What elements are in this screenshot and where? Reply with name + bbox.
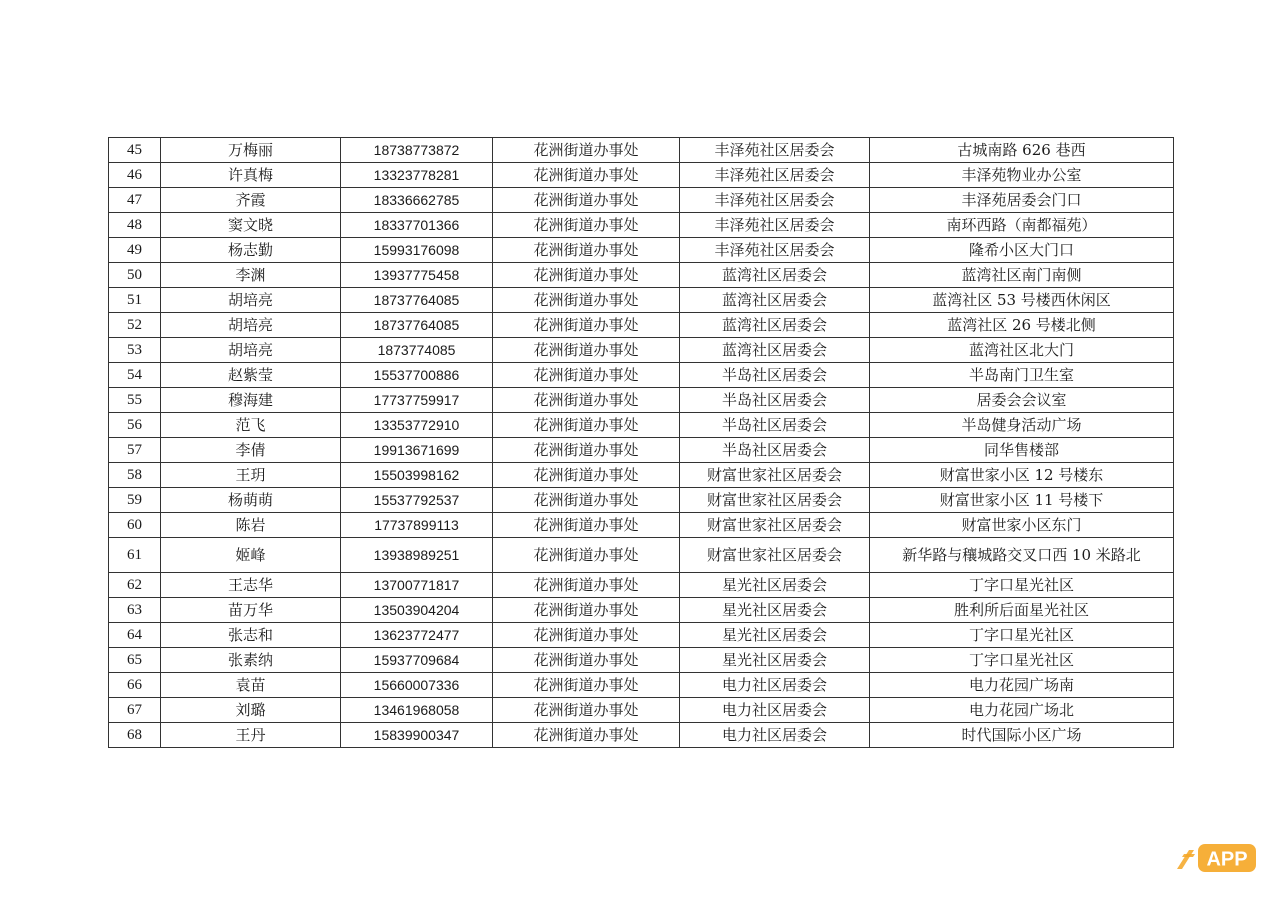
person-name: 齐霞 xyxy=(161,188,341,213)
phone-number: 17737759917 xyxy=(341,388,493,413)
phone-number: 1873774085 xyxy=(341,338,493,363)
subdistrict-office: 花洲街道办事处 xyxy=(493,413,680,438)
subdistrict-office: 花洲街道办事处 xyxy=(493,288,680,313)
row-number: 53 xyxy=(109,338,161,363)
row-number: 59 xyxy=(109,488,161,513)
community-committee: 蓝湾社区居委会 xyxy=(680,338,870,363)
phone-number: 18336662785 xyxy=(341,188,493,213)
community-committee: 财富世家社区居委会 xyxy=(680,538,870,573)
community-committee: 星光社区居委会 xyxy=(680,623,870,648)
phone-number: 15537792537 xyxy=(341,488,493,513)
person-name: 王志华 xyxy=(161,573,341,598)
phone-number: 18737764085 xyxy=(341,313,493,338)
phone-number: 13503904204 xyxy=(341,598,493,623)
location: 蓝湾社区北大门 xyxy=(870,338,1174,363)
table-row xyxy=(109,363,1174,388)
person-name: 范飞 xyxy=(161,413,341,438)
table-row xyxy=(109,188,1174,213)
phone-number: 15937709684 xyxy=(341,648,493,673)
row-number: 57 xyxy=(109,438,161,463)
person-name: 王玥 xyxy=(161,463,341,488)
table-row xyxy=(109,338,1174,363)
location: 时代国际小区广场 xyxy=(870,723,1174,748)
row-number: 61 xyxy=(109,538,161,573)
row-number: 64 xyxy=(109,623,161,648)
person-name: 李渊 xyxy=(161,263,341,288)
location: 新华路与穰城路交叉口西 10 米路北 xyxy=(870,538,1174,573)
subdistrict-office: 花洲街道办事处 xyxy=(493,623,680,648)
subdistrict-office: 花洲街道办事处 xyxy=(493,163,680,188)
app-watermark xyxy=(1174,842,1258,874)
community-committee: 蓝湾社区居委会 xyxy=(680,288,870,313)
phone-number: 15503998162 xyxy=(341,463,493,488)
location: 财富世家小区 11 号楼下 xyxy=(870,488,1174,513)
phone-number: 13938989251 xyxy=(341,538,493,573)
community-committee: 财富世家社区居委会 xyxy=(680,463,870,488)
table-row xyxy=(109,463,1174,488)
location: 电力花园广场南 xyxy=(870,673,1174,698)
location: 丰泽苑物业办公室 xyxy=(870,163,1174,188)
location: 古城南路 626 巷西 xyxy=(870,138,1174,163)
location: 丰泽苑居委会门口 xyxy=(870,188,1174,213)
row-number: 67 xyxy=(109,698,161,723)
subdistrict-office: 花洲街道办事处 xyxy=(493,363,680,388)
person-name: 姬峰 xyxy=(161,538,341,573)
community-committee: 财富世家社区居委会 xyxy=(680,488,870,513)
subdistrict-office: 花洲街道办事处 xyxy=(493,488,680,513)
person-name: 穆海建 xyxy=(161,388,341,413)
table-row xyxy=(109,163,1174,188)
person-name: 赵紫莹 xyxy=(161,363,341,388)
location: 胜利所后面星光社区 xyxy=(870,598,1174,623)
location: 丁字口星光社区 xyxy=(870,648,1174,673)
community-committee: 星光社区居委会 xyxy=(680,648,870,673)
community-committee: 半岛社区居委会 xyxy=(680,388,870,413)
row-number: 60 xyxy=(109,513,161,538)
person-name: 胡培亮 xyxy=(161,288,341,313)
location: 电力花园广场北 xyxy=(870,698,1174,723)
community-committee: 蓝湾社区居委会 xyxy=(680,263,870,288)
community-committee: 丰泽苑社区居委会 xyxy=(680,213,870,238)
subdistrict-office: 花洲街道办事处 xyxy=(493,138,680,163)
phone-number: 15537700886 xyxy=(341,363,493,388)
phone-number: 18737764085 xyxy=(341,288,493,313)
subdistrict-office: 花洲街道办事处 xyxy=(493,438,680,463)
phone-number: 15660007336 xyxy=(341,673,493,698)
community-committee: 蓝湾社区居委会 xyxy=(680,313,870,338)
community-committee: 半岛社区居委会 xyxy=(680,413,870,438)
site-table xyxy=(108,137,1174,748)
row-number: 63 xyxy=(109,598,161,623)
table-row xyxy=(109,313,1174,338)
person-name: 胡培亮 xyxy=(161,338,341,363)
person-name: 王丹 xyxy=(161,723,341,748)
person-name: 杨萌萌 xyxy=(161,488,341,513)
location: 丁字口星光社区 xyxy=(870,573,1174,598)
phone-number: 13323778281 xyxy=(341,163,493,188)
table-row xyxy=(109,673,1174,698)
row-number: 56 xyxy=(109,413,161,438)
table-row xyxy=(109,388,1174,413)
phone-number: 13700771817 xyxy=(341,573,493,598)
table-row xyxy=(109,623,1174,648)
watermark-text: APP xyxy=(1206,848,1248,871)
subdistrict-office: 花洲街道办事处 xyxy=(493,188,680,213)
location: 半岛南门卫生室 xyxy=(870,363,1174,388)
subdistrict-office: 花洲街道办事处 xyxy=(493,673,680,698)
table-row xyxy=(109,288,1174,313)
row-number: 50 xyxy=(109,263,161,288)
row-number: 49 xyxy=(109,238,161,263)
row-number: 54 xyxy=(109,363,161,388)
subdistrict-office: 花洲街道办事处 xyxy=(493,648,680,673)
phone-number: 13623772477 xyxy=(341,623,493,648)
community-committee: 半岛社区居委会 xyxy=(680,363,870,388)
table-row xyxy=(109,513,1174,538)
location: 蓝湾社区 26 号楼北侧 xyxy=(870,313,1174,338)
table-row xyxy=(109,573,1174,598)
person-name: 万梅丽 xyxy=(161,138,341,163)
row-number: 48 xyxy=(109,213,161,238)
row-number: 47 xyxy=(109,188,161,213)
subdistrict-office: 花洲街道办事处 xyxy=(493,238,680,263)
phone-number: 18337701366 xyxy=(341,213,493,238)
row-number: 65 xyxy=(109,648,161,673)
row-number: 62 xyxy=(109,573,161,598)
subdistrict-office: 花洲街道办事处 xyxy=(493,723,680,748)
person-name: 窦文晓 xyxy=(161,213,341,238)
row-number: 46 xyxy=(109,163,161,188)
community-committee: 丰泽苑社区居委会 xyxy=(680,163,870,188)
row-number: 66 xyxy=(109,673,161,698)
table-row xyxy=(109,138,1174,163)
site-table-body xyxy=(109,138,1174,748)
subdistrict-office: 花洲街道办事处 xyxy=(493,463,680,488)
community-committee: 财富世家社区居委会 xyxy=(680,513,870,538)
person-name: 陈岩 xyxy=(161,513,341,538)
slash-mark-icon xyxy=(1174,842,1258,874)
person-name: 苗万华 xyxy=(161,598,341,623)
person-name: 刘璐 xyxy=(161,698,341,723)
community-committee: 丰泽苑社区居委会 xyxy=(680,238,870,263)
community-committee: 丰泽苑社区居委会 xyxy=(680,188,870,213)
location: 财富世家小区 12 号楼东 xyxy=(870,463,1174,488)
row-number: 58 xyxy=(109,463,161,488)
row-number: 68 xyxy=(109,723,161,748)
table-row xyxy=(109,238,1174,263)
row-number: 51 xyxy=(109,288,161,313)
table-row xyxy=(109,538,1174,573)
subdistrict-office: 花洲街道办事处 xyxy=(493,513,680,538)
phone-number: 13461968058 xyxy=(341,698,493,723)
person-name: 李倩 xyxy=(161,438,341,463)
location: 丁字口星光社区 xyxy=(870,623,1174,648)
person-name: 张志和 xyxy=(161,623,341,648)
community-committee: 丰泽苑社区居委会 xyxy=(680,138,870,163)
phone-number: 15839900347 xyxy=(341,723,493,748)
location: 蓝湾社区南门南侧 xyxy=(870,263,1174,288)
phone-number: 13353772910 xyxy=(341,413,493,438)
table-row xyxy=(109,698,1174,723)
subdistrict-office: 花洲街道办事处 xyxy=(493,338,680,363)
person-name: 张素纳 xyxy=(161,648,341,673)
community-committee: 星光社区居委会 xyxy=(680,598,870,623)
phone-number: 15993176098 xyxy=(341,238,493,263)
row-number: 45 xyxy=(109,138,161,163)
community-committee: 半岛社区居委会 xyxy=(680,438,870,463)
phone-number: 13937775458 xyxy=(341,263,493,288)
community-committee: 电力社区居委会 xyxy=(680,698,870,723)
row-number: 52 xyxy=(109,313,161,338)
subdistrict-office: 花洲街道办事处 xyxy=(493,573,680,598)
location: 财富世家小区东门 xyxy=(870,513,1174,538)
community-committee: 星光社区居委会 xyxy=(680,573,870,598)
subdistrict-office: 花洲街道办事处 xyxy=(493,388,680,413)
table-row xyxy=(109,213,1174,238)
location: 居委会会议室 xyxy=(870,388,1174,413)
community-committee: 电力社区居委会 xyxy=(680,723,870,748)
person-name: 许真梅 xyxy=(161,163,341,188)
location: 蓝湾社区 53 号楼西休闲区 xyxy=(870,288,1174,313)
community-committee: 电力社区居委会 xyxy=(680,673,870,698)
person-name: 胡培亮 xyxy=(161,313,341,338)
location: 同华售楼部 xyxy=(870,438,1174,463)
subdistrict-office: 花洲街道办事处 xyxy=(493,313,680,338)
row-number: 55 xyxy=(109,388,161,413)
phone-number: 18738773872 xyxy=(341,138,493,163)
table-row xyxy=(109,598,1174,623)
subdistrict-office: 花洲街道办事处 xyxy=(493,213,680,238)
phone-number: 19913671699 xyxy=(341,438,493,463)
location: 隆希小区大门口 xyxy=(870,238,1174,263)
subdistrict-office: 花洲街道办事处 xyxy=(493,698,680,723)
person-name: 杨志勤 xyxy=(161,238,341,263)
location: 南环西路（南都福苑） xyxy=(870,213,1174,238)
subdistrict-office: 花洲街道办事处 xyxy=(493,263,680,288)
table-row xyxy=(109,488,1174,513)
table-row xyxy=(109,263,1174,288)
location: 半岛健身活动广场 xyxy=(870,413,1174,438)
table-row xyxy=(109,648,1174,673)
table-row xyxy=(109,723,1174,748)
table-row xyxy=(109,438,1174,463)
person-name: 袁苗 xyxy=(161,673,341,698)
table-row xyxy=(109,413,1174,438)
subdistrict-office: 花洲街道办事处 xyxy=(493,538,680,573)
phone-number: 17737899113 xyxy=(341,513,493,538)
subdistrict-office: 花洲街道办事处 xyxy=(493,598,680,623)
